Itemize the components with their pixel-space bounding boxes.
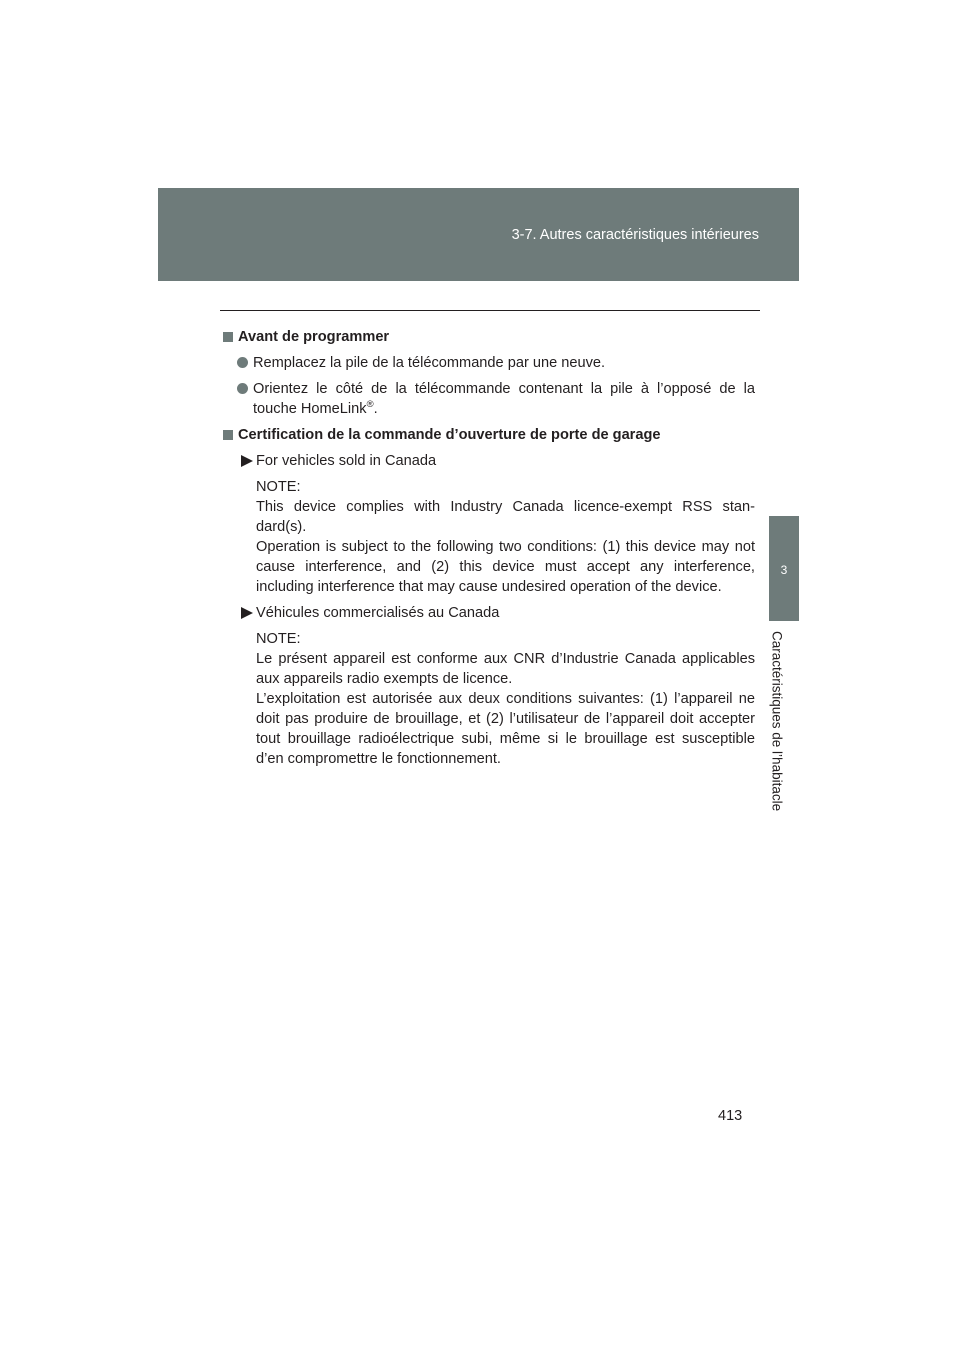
chapter-section-title: 3-7. Autres caractéristiques intérieures [511, 227, 759, 243]
circle-bullet-icon [237, 383, 248, 394]
triangle-arrow-icon [241, 455, 253, 467]
chapter-number: 3 [780, 563, 788, 577]
chapter-side-tab [769, 516, 799, 621]
section-title-certification: Certification de la commande d’ouverture de porte de garage [223, 425, 755, 445]
note-block [223, 477, 755, 597]
note-paragraph: Le présent appareil est conforme aux CNR d’Industrie Canada applicables aux appareils radio exempts de licence. [256, 651, 755, 687]
chapter-side-label-text: Caractéristiques de l’habitacle [769, 631, 785, 812]
list-item: Remplacez la pile de la télécommande par une neuve. [223, 353, 755, 373]
list-item: Orientez le côté de la télécommande contenant la pile à l’opposé de la touche HomeLink®. [223, 379, 755, 419]
registered-mark: ® [366, 399, 374, 411]
note-paragraph: L’exploitation est autorisée aux deux conditions suivantes: (1) l’appareil ne doit pas produire de brouillage, et (2) l’utilisateur de l’appareil doit accepter tout brouillage radioélectrique subi, même si le brouillage est susceptible d’en compromettre le fonctionnement. [256, 691, 755, 767]
circle-bullet-icon [237, 357, 248, 368]
chapter-header-band [158, 188, 799, 281]
list-item: For vehicles sold in Canada [223, 451, 755, 471]
header-rule [220, 310, 760, 311]
page-number: 413 [718, 1108, 743, 1124]
note-block [223, 629, 755, 769]
triangle-arrow-icon [241, 607, 253, 619]
note-paragraph: This device complies with Industry Canada licence-exempt RSS stan-dard(s). [256, 499, 755, 535]
square-bullet-icon [223, 332, 233, 342]
section-title-before-programming: Avant de programmer [223, 327, 755, 347]
square-bullet-icon [223, 430, 233, 440]
note-label: NOTE: [256, 631, 301, 647]
chapter-side-label [764, 631, 804, 831]
note-label: NOTE: [256, 479, 301, 495]
note-paragraph: Operation is subject to the following two conditions: (1) this device may not cause interference, and (2) this device must accept any interference, including interference that may cause undesired operation of the device. [256, 539, 755, 595]
list-item: Véhicules commercialisés au Canada [223, 603, 755, 623]
page-content [223, 327, 755, 775]
